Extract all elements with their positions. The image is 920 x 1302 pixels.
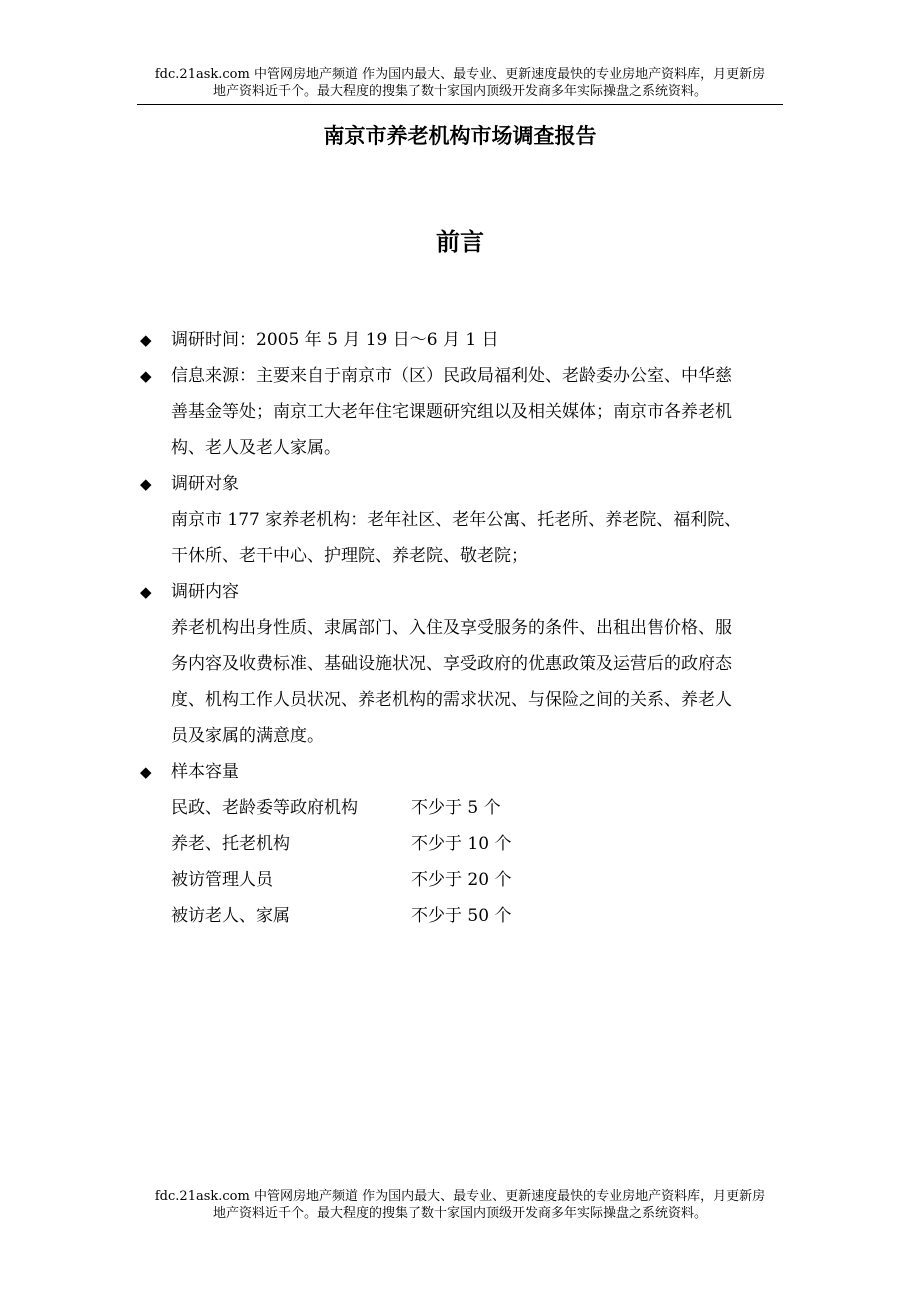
sample-value: 不少于 50 个 (411, 906, 512, 926)
footer-line-2: 地产资料近千个。最大程度的搜集了数十家国内顶级开发商多年实际操盘之系统资料。 (212, 1206, 707, 1221)
paragraph-line: 度、机构工作人员状况、养老机构的需求状况、与保险之间的关系、养老人 (171, 690, 732, 710)
item-text: 构、老人及老人家属。 (171, 438, 341, 458)
item-text: 善基金等处；南京工大老年住宅课题研究组以及相关媒体；南京市各养老机 (171, 402, 732, 422)
document-title: 南京市养老机构市场调查报告 (323, 123, 597, 148)
diamond-bullet-icon: ◆ (140, 583, 152, 601)
header-divider (137, 104, 783, 105)
diamond-bullet-icon: ◆ (140, 367, 152, 385)
header-line-1: fdc.21ask.com 中管网房地产频道 作为国内最大、最专业、更新速度最快的专业房地产资料库，月更新房 (154, 67, 766, 82)
sample-value: 不少于 20 个 (411, 870, 512, 890)
item-text: 信息来源：主要来自于南京市（区）民政局福利处、老龄委办公室、中华慈 (171, 366, 732, 386)
paragraph-line: 南京市 177 家养老机构：老年社区、老年公寓、托老所、养老院、福利院、 (171, 510, 742, 530)
footer-line-1: fdc.21ask.com 中管网房地产频道 作为国内最大、最专业、更新速度最快的专业房地产资料库，月更新房 (154, 1189, 766, 1204)
bullet-item-survey-time (140, 322, 800, 358)
sample-row (171, 826, 800, 862)
paragraph-line: 干休所、老干中心、护理院、养老院、敬老院； (171, 546, 528, 566)
sample-name: 被访老人、家属 (171, 906, 290, 926)
diamond-bullet-icon: ◆ (140, 763, 152, 781)
sample-name: 民政、老龄委等政府机构 (171, 798, 358, 818)
paragraph-line: 务内容及收费标准、基础设施状况、享受政府的优惠政策及运营后的政府态 (171, 654, 732, 674)
page-header (130, 66, 790, 100)
item-text: 调研时间：2005 年 5 月 19 日～6 月 1 日 (171, 330, 499, 350)
section-title: 前言 (436, 227, 484, 256)
item-heading: 调研对象 (171, 474, 239, 494)
sample-value: 不少于 10 个 (411, 834, 512, 854)
paragraph-line: 养老机构出身性质、隶属部门、入住及享受服务的条件、出租出售价格、服 (171, 618, 732, 638)
item-heading: 样本容量 (171, 762, 239, 782)
sample-row (171, 790, 800, 826)
header-line-2: 地产资料近千个。最大程度的搜集了数十家国内顶级开发商多年实际操盘之系统资料。 (212, 84, 707, 99)
bullet-item-research-object (140, 466, 800, 574)
sample-value: 不少于 5 个 (411, 798, 501, 818)
bullet-item-research-content (140, 574, 800, 754)
bullet-item-sample-size (140, 754, 800, 934)
sample-row (171, 898, 800, 934)
diamond-bullet-icon: ◆ (140, 331, 152, 349)
item-heading: 调研内容 (171, 582, 239, 602)
sample-name: 被访管理人员 (171, 870, 273, 890)
sample-name: 养老、托老机构 (171, 834, 290, 854)
page-footer (130, 1188, 790, 1222)
sample-row (171, 862, 800, 898)
diamond-bullet-icon: ◆ (140, 475, 152, 493)
bullet-item-info-source (140, 358, 800, 466)
paragraph-line: 员及家属的满意度。 (171, 726, 324, 746)
document-body (140, 322, 800, 934)
